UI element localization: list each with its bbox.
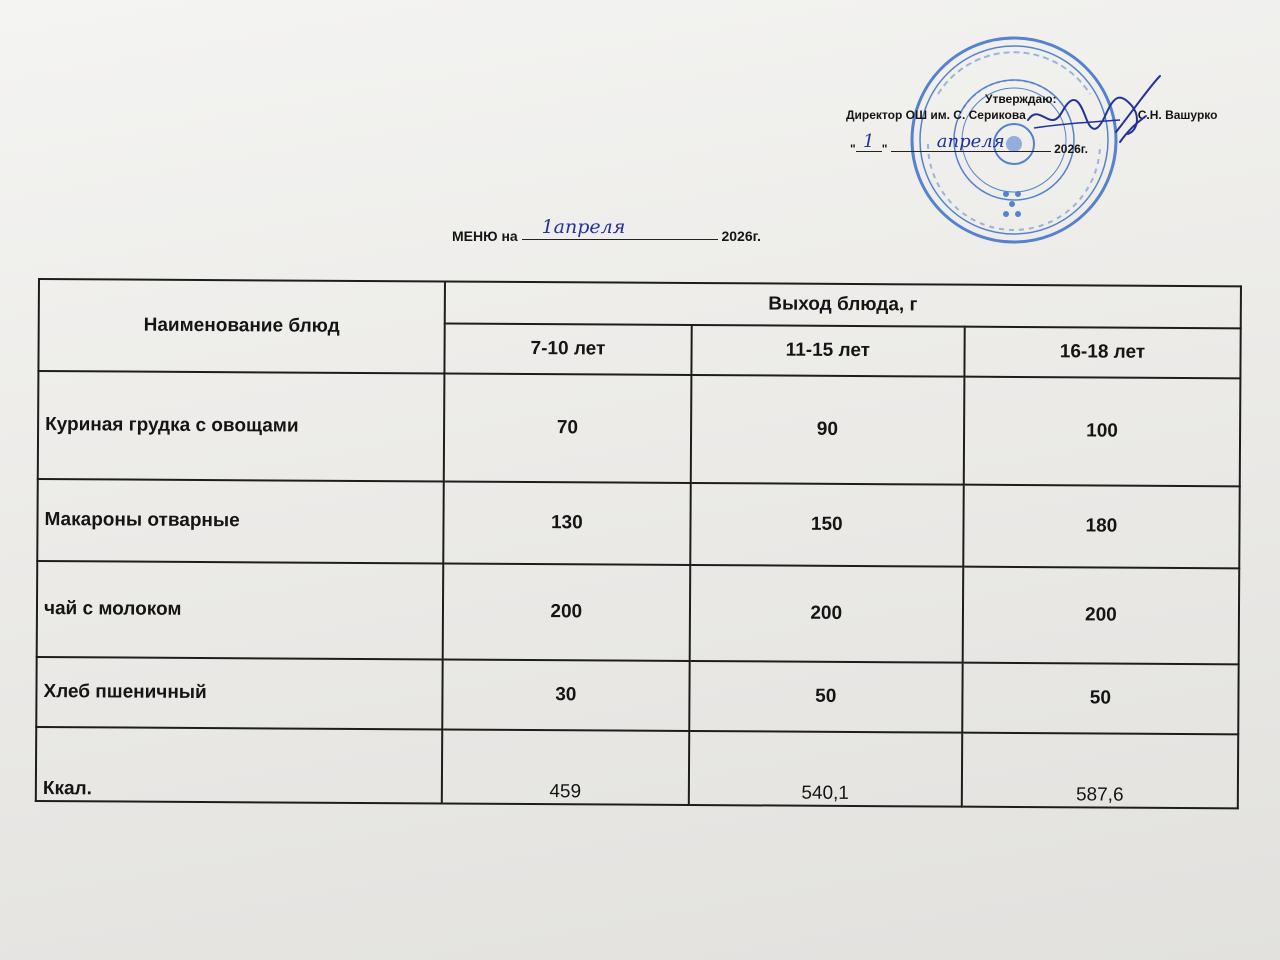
yield-value: 70 [444,373,691,483]
yield-header: Выход блюда, г [445,281,1241,328]
director-name: С.Н. Вашурко [1137,108,1218,122]
dish-name-header: Наименование блюд [38,279,445,373]
yield-value: 30 [442,659,689,731]
date-year: 2026г. [1054,142,1088,156]
kcal-row [36,727,1238,808]
yield-value: 50 [689,661,963,733]
menu-title [452,216,761,244]
menu-year: 2026г. [721,228,761,244]
table-header-row [39,279,1241,328]
dish-name: Куриная грудка с овощами [38,371,445,481]
dish-name: Хлеб пшеничный [36,657,442,729]
table-row [38,371,1241,486]
yield-value: 50 [962,663,1239,735]
yield-value: 200 [443,563,690,661]
date-day-field [856,131,882,152]
age-group-11-15: 11-15 лет [691,325,964,377]
date-day: 1 [862,131,875,152]
yield-value: 150 [690,483,964,567]
kcal-value: 459 [442,729,689,805]
menu-table [35,278,1242,809]
quote-close: " [881,142,888,156]
menu-date: 1апреля [541,216,626,238]
table-row [37,561,1240,664]
yield-value: 100 [964,377,1241,487]
signature [1020,72,1170,162]
dish-name: чай с молоком [37,561,444,659]
table-row [37,479,1239,568]
yield-value: 200 [963,567,1240,665]
menu-prefix: МЕНЮ на [452,228,518,244]
quote-open: " [850,142,856,156]
date-month: апреля [936,131,1005,152]
kcal-value: 540,1 [688,731,962,807]
age-group-7-10: 7-10 лет [444,323,691,375]
director-position: Директор ОШ им. С. Серикова [846,108,1026,122]
age-group-16-18: 16-18 лет [964,327,1240,379]
kcal-value: 587,6 [962,733,1239,809]
kcal-label: Ккал. [36,727,442,803]
yield-value: 180 [963,485,1240,569]
table-row [36,657,1238,734]
yield-value: 200 [689,565,963,663]
approval-title: Утверждаю: [985,92,1057,106]
dish-name: Макароны отварные [37,479,443,563]
yield-value: 90 [690,375,964,485]
menu-date-field [522,216,718,240]
yield-value: 130 [443,481,690,565]
